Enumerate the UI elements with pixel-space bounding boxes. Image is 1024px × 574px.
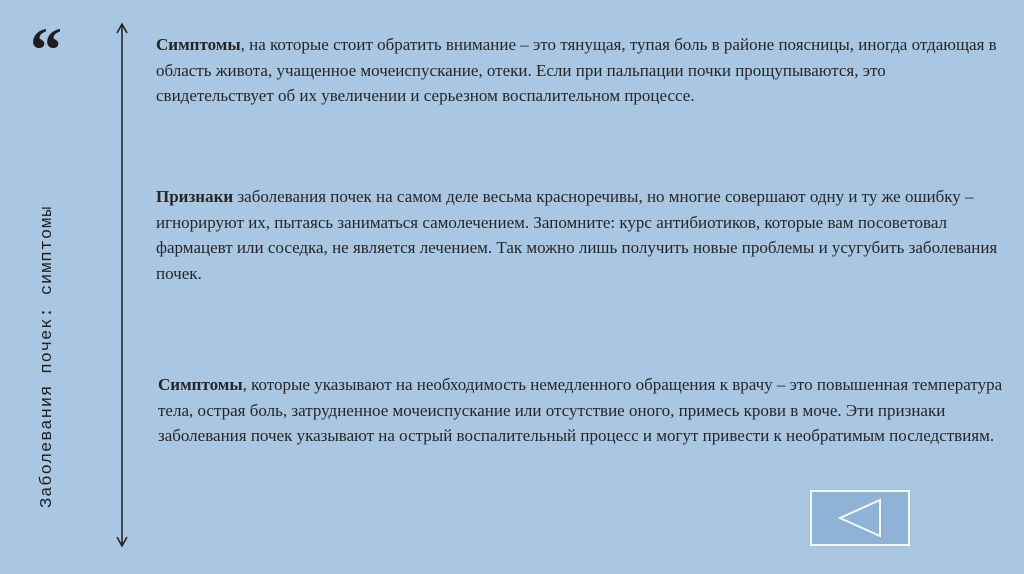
side-title: Заболевания почек: симптомы <box>38 205 57 508</box>
back-button[interactable] <box>810 490 910 546</box>
paragraph-text: , на которые стоит обратить внимание – это тянущая, тупая боль в районе поясницы, иногда отдающая в область живота, учащенное мочеиспускание, отеки. Если при пальпации почки прощупываются, это свидетельствует об их увеличении и серьезном воспалительном процессе. <box>156 35 997 105</box>
paragraph-text: , которые указывают на необходимость немедленного обращения к врачу – это повышенная температура тела, острая боль, затрудненное мочеиспускание или отсутствие оного, примесь крови в моче. Эти признаки заболевания почек указывают на острый воспалительный процесс и могут привести к необратимым последствиям. <box>158 375 1003 445</box>
paragraph-lead: Симптомы <box>158 375 243 394</box>
paragraph-lead: Симптомы <box>156 35 241 54</box>
paragraph-lead: Признаки <box>156 187 234 206</box>
quote-mark-icon: “ <box>30 14 58 85</box>
paragraph-text: заболевания почек на самом деле весьма красноречивы, но многие совершают одну и ту же ошибку – игнорируют их, пытаясь заниматься самолечением. Запомните: курс антибиотиков, которые вам посоветовал фармацевт или соседка, не является лечением. Так можно лишь получить новые проблемы и усугубить заболевания почек. <box>156 187 998 283</box>
paragraph-symptoms <box>156 32 1006 109</box>
double-arrow-line-icon <box>110 22 134 548</box>
triangle-left-icon <box>812 492 908 544</box>
paragraph-signs <box>156 184 1006 286</box>
paragraph-urgent-symptoms <box>158 372 1008 449</box>
